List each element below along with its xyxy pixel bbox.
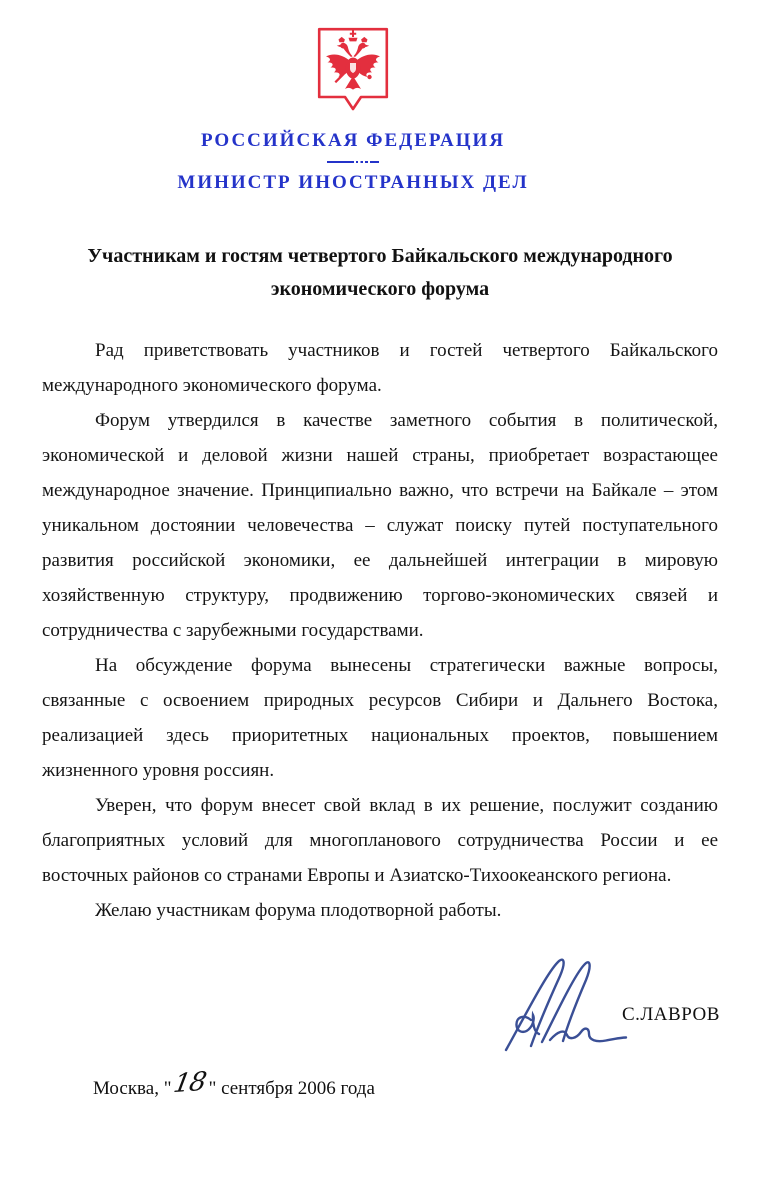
- letter-paragraph: Желаю участникам форума плодотворной работы.: [95, 900, 502, 921]
- signatory-name: С.ЛАВРОВ: [622, 1004, 720, 1025]
- letter-salutation: Участникам и гостям четвертого Байкальского международного экономического форума: [87, 245, 673, 300]
- dateline-prefix: Москва, ": [93, 1078, 172, 1099]
- dateline: [93, 1066, 375, 1101]
- letterhead-divider-line: [327, 161, 379, 163]
- letterhead: [0, 0, 706, 193]
- dateline-suffix: " сентября 2006 года: [208, 1078, 375, 1099]
- letterhead-country: РОССИЙСКАЯ ФЕДЕРАЦИЯ: [200, 130, 506, 151]
- letter-paragraph: Рад приветствовать участников и гостей четвертого Байкальского международного экономического форума.: [42, 340, 718, 396]
- letter-body: [42, 333, 718, 928]
- letterhead-office: МИНИСТР ИНОСТРАННЫХ ДЕЛ: [177, 172, 529, 193]
- dateline-handwritten-day: 18: [171, 1066, 209, 1100]
- russia-coat-of-arms-icon: [316, 26, 390, 116]
- signature-block: [500, 952, 745, 1060]
- letter-paragraph: Форум утвердился в качестве заметного события в политической, экономической и деловой жизни нашей страны, приобретает возрастающее международное значение. Принципиально важно, что встречи на Байкале – этом уникальном достоянии человечества – служат поиску путей поступательного развития российской экономики, ее дальнейшей интеграции в мировую хозяйственную структуру, продвижению торгово-экономических связей и сотрудничества с зарубежными государствами.: [42, 410, 718, 641]
- letter-paragraph: На обсуждение форума вынесены стратегически важные вопросы, связанные с освоением природных ресурсов Сибири и Дальнего Востока, реализацией здесь приоритетных национальных проектов, повышением жизненного уровня россиян.: [42, 655, 718, 781]
- letter-paragraph: Уверен, что форум внесет свой вклад в их решение, послужит созданию благоприятных условий для многопланового сотрудничества России и ее восточных районов со странами Европы и Азиатско-Тихоокеанского региона.: [42, 795, 718, 886]
